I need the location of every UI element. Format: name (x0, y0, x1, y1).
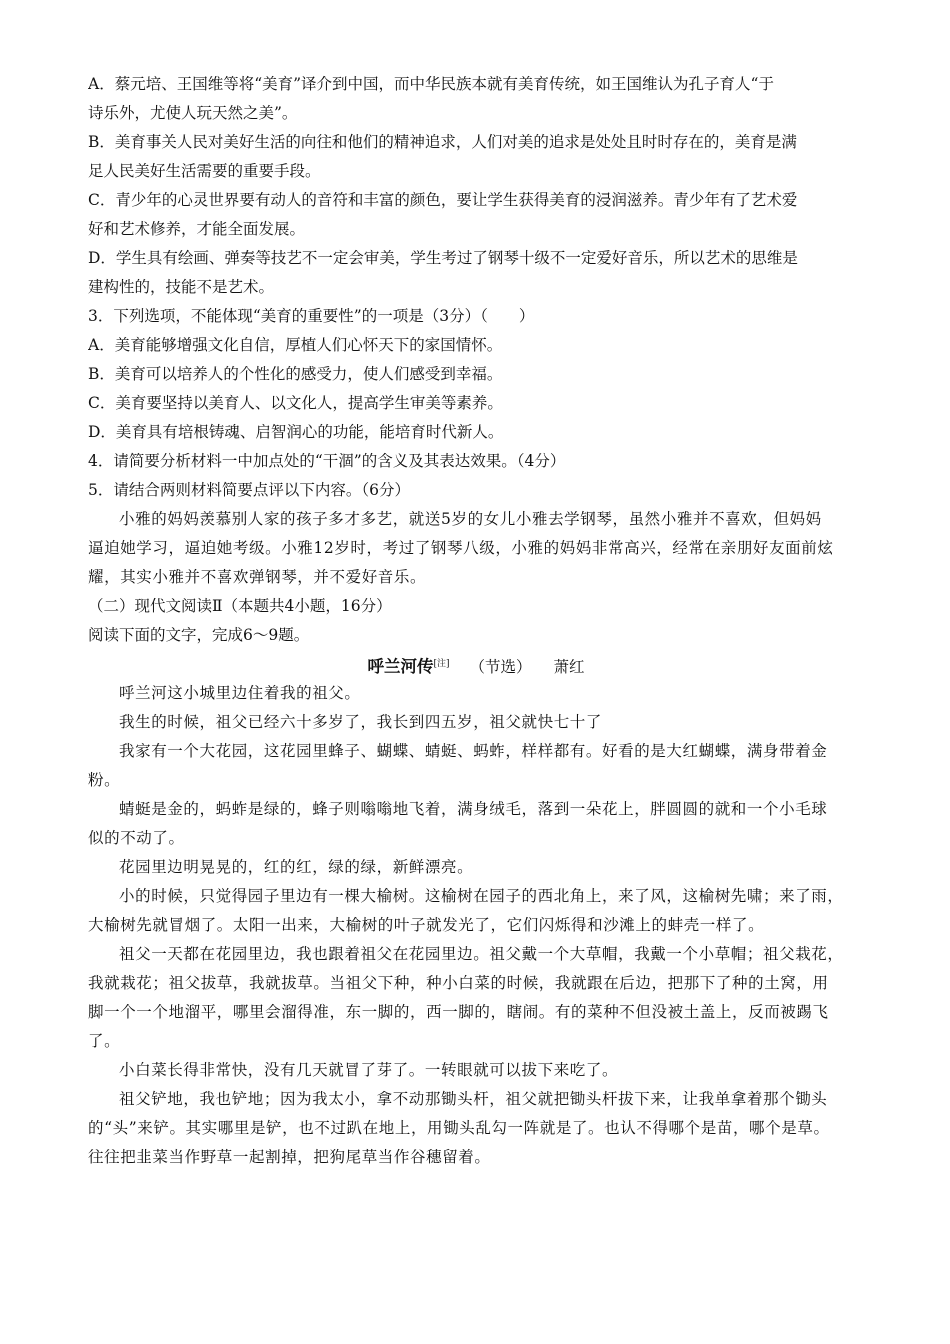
passage-line: 我生的时候，祖父已经六十多岁了，我长到四五岁，祖父就快七十了 (119, 713, 603, 731)
q2-option-d-line2: 建构性的，技能不是艺术。 (88, 278, 275, 296)
passage-author: 萧红 (553, 658, 585, 677)
passage-excerpt-label: （节选） (469, 658, 532, 677)
section-instruction: 阅读下面的文字，完成6～9题。 (88, 626, 310, 644)
q3-option-a: A．美育能够增强文化自信，厚植人们心怀天下的家国情怀。 (88, 336, 503, 354)
passage-line: 祖父一天都在花园里边，我也跟着祖父在花园里边。祖父戴一个大草帽，我戴一个小草帽；祖父栽花， (119, 945, 844, 963)
passage-line: 似的不动了。 (88, 829, 185, 847)
q2-option-a-line1: A．蔡元培、王国维等将“美育”译介到中国，而中华民族本就有美育传统，如王国维认为孔子育人“于 (88, 75, 774, 93)
q3-option-c: C．美育要坚持以美育人、以文化人，提高学生审美等素养。 (88, 394, 503, 412)
q2-option-a-line2: 诗乐外，尤使人玩天然之美”。 (88, 104, 298, 122)
passage-line: 小白菜长得非常快，没有几天就冒了芽了。一转眼就可以拔下来吃了。 (119, 1061, 619, 1079)
q5-stem: 5．请结合两则材料简要点评以下内容。（6分） (88, 481, 410, 499)
passage-line: 大榆树先就冒烟了。太阳一出来，大榆树的叶子就发光了，它们闪烁得和沙滩上的蚌壳一样了。 (88, 916, 765, 934)
passage-line: 我家有一个大花园，这花园里蜂子、蝴蝶、蜻蜓、蚂蚱，样样都有。好看的是大红蝴蝶，满身带着金 (119, 742, 828, 760)
passage-line: 呼兰河这小城里边住着我的祖父。 (119, 684, 361, 702)
passage-title-text: 呼兰河传 (367, 657, 434, 677)
passage-line: 粉。 (88, 771, 121, 789)
q4-stem: 4．请简要分析材料一中加点处的“干涸”的含义及其表达效果。（4分） (88, 452, 566, 470)
q5-material-line2: 逼迫她学习，逼迫她考级。小雅12岁时，考过了钢琴八级，小雅的妈妈非常高兴，经常在亲朋好友面前炫 (88, 539, 834, 557)
passage-line: 的“头”来铲。其实哪里是铲，也不过趴在地上，用锄头乱勾一阵就是了。也认不得哪个是苗，哪个是草。 (88, 1119, 830, 1137)
q2-option-b-line1: B．美育事关人民对美好生活的向往和他们的精神追求，人们对美的追求是处处且时时存在的，美育是满 (88, 133, 797, 151)
q3-option-d: D．美育具有培根铸魂、启智润心的功能，能培育时代新人。 (88, 423, 504, 441)
passage-line: 往往把韭菜当作野草一起割掉，把狗尾草当作谷穗留着。 (88, 1148, 491, 1166)
passage-line: 花园里边明晃晃的，红的红，绿的绿，新鲜漂亮。 (119, 858, 474, 876)
q2-option-c-line1: C．青少年的心灵世界要有动人的音符和丰富的颜色，要让学生获得美育的浸润滋养。青少年有了艺术爱 (88, 191, 798, 209)
exam-page (88, 70, 864, 1172)
q2-option-c-line2: 好和艺术修养，才能全面发展。 (88, 220, 306, 238)
q2-option-b-line2: 足人民美好生活需要的重要手段。 (88, 162, 321, 180)
section-heading: （二）现代文阅读Ⅱ（本题共4小题，16分） (88, 597, 392, 615)
q5-material-line1: 小雅的妈妈羡慕别人家的孩子多才多艺，就送5岁的女儿小雅去学钢琴，虽然小雅并不喜欢，但妈妈 (119, 510, 822, 528)
passage-line: 蜻蜓是金的，蚂蚱是绿的，蜂子则嗡嗡地飞着，满身绒毛，落到一朵花上，胖圆圆的就和一个小毛球 (119, 800, 828, 818)
passage-line: 脚一个一个地溜平，哪里会溜得准，东一脚的，西一脚的，瞎闹。有的菜种不但没被土盖上，反而被踢飞 (88, 1003, 829, 1021)
passage-line: 祖父铲地，我也铲地；因为我太小，拿不动那锄头杆，祖父就把锄头杆拔下来，让我单拿着那个锄头 (119, 1090, 828, 1108)
q2-option-d-line1: D．学生具有绘画、弹奏等技艺不一定会审美，学生考过了钢琴十级不一定爱好音乐，所以艺术的思维是 (88, 249, 798, 267)
q3-option-b: B．美育可以培养人的个性化的感受力，使人们感受到幸福。 (88, 365, 503, 383)
passage-line: 我就栽花；祖父拔草，我就拔草。当祖父下种，种小白菜的时候，我就跟在后边，把那下了种的土窝，用 (88, 974, 829, 992)
q3-stem: 3．下列选项，不能体现“美育的重要性”的一项是（3分）（ ） (88, 307, 535, 325)
q5-material-line3: 耀，其实小雅并不喜欢弹钢琴，并不爱好音乐。 (88, 568, 427, 586)
passage-title (88, 650, 864, 679)
footnote-mark: [注] (433, 659, 450, 669)
passage-line: 了。 (88, 1032, 121, 1050)
passage-line: 小的时候，只觉得园子里边有一棵大榆树。这榆树在园子的西北角上，来了风，这榆树先啸；来了雨， (119, 887, 844, 905)
